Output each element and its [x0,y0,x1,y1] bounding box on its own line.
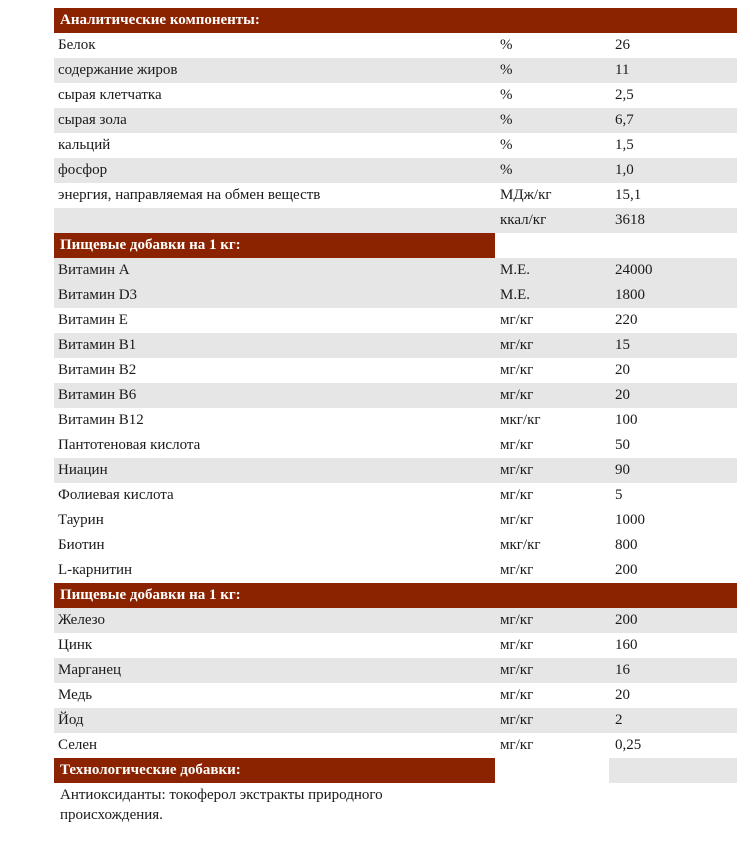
component-unit: % [500,112,513,128]
component-unit: мг/кг [500,562,534,578]
component-value: 200 [615,562,638,578]
component-name: фосфор [58,162,108,178]
table-row [54,183,737,208]
component-name: L-карнитин [58,562,133,578]
component-unit: мг/кг [500,312,534,328]
table-row [54,733,737,758]
table-row [54,558,737,583]
component-unit: мкг/кг [500,412,541,428]
component-value: 16 [615,662,630,678]
component-name: Медь [58,687,93,703]
component-value: 160 [615,637,638,653]
component-name: Витамин B6 [58,387,137,403]
table-row [54,658,737,683]
component-name: сырая зола [58,112,127,128]
section-header-additives [54,233,737,258]
component-unit: мг/кг [500,387,534,403]
component-value: 50 [615,437,630,453]
component-name: Витамин B2 [58,362,137,378]
table-row [54,383,737,408]
component-name: Витамин B12 [58,412,144,428]
component-unit: М.Е. [500,262,530,278]
component-unit: мг/кг [500,512,534,528]
component-value: 2,5 [615,87,634,103]
table-row [54,133,737,158]
component-value: 1,5 [615,137,634,153]
table-row [54,458,737,483]
component-value: 15,1 [615,187,642,203]
section-title: Пищевые добавки на 1 кг: [60,587,241,603]
component-name: Селен [58,737,98,753]
component-unit: мг/кг [500,462,534,478]
component-unit: мг/кг [500,362,534,378]
component-name: Фолиевая кислота [58,487,174,503]
section-header-minerals [54,583,737,608]
table-row [54,358,737,383]
component-name: Биотин [58,537,105,553]
table-row [54,708,737,733]
component-name: кальций [58,137,111,153]
component-value: 20 [615,687,630,703]
component-value: 26 [615,37,630,53]
component-unit: % [500,62,513,78]
component-value: 200 [615,612,638,628]
component-unit: мг/кг [500,712,534,728]
component-unit: мг/кг [500,737,534,753]
empty-shaded-cell [609,758,737,783]
table-row [54,83,737,108]
component-unit: мг/кг [500,662,534,678]
section-header-analytical [54,8,737,33]
section-title: Пищевые добавки на 1 кг: [60,237,241,253]
table-row [54,683,737,708]
component-unit: М.Е. [500,287,530,303]
section-title: Технологические добавки: [60,762,241,778]
component-unit: ккал/кг [500,212,547,228]
component-name: Витамин E [58,312,128,328]
component-value: 1000 [615,512,645,528]
component-name: Железо [58,612,105,628]
composition-table [54,8,737,843]
component-name: Ниацин [58,462,108,478]
component-name: содержание жиров [58,62,178,78]
table-row [54,108,737,133]
section-header-technological [54,758,737,783]
table-row [54,283,737,308]
table-row [54,58,737,83]
component-value: 1,0 [615,162,634,178]
table-row [54,508,737,533]
table-row [54,333,737,358]
table-row [54,633,737,658]
component-unit: МДж/кг [500,187,552,203]
component-value: 24000 [615,262,653,278]
component-value: 0,25 [615,737,642,753]
table-row [54,483,737,508]
component-unit: % [500,37,513,53]
component-unit: % [500,162,513,178]
table-row [54,158,737,183]
component-unit: мг/кг [500,612,534,628]
table-row [54,533,737,558]
component-name: сырая клетчатка [58,87,162,103]
component-name: Таурин [58,512,104,528]
component-name: Йод [58,712,84,728]
section-title: Аналитические компоненты: [60,12,260,28]
component-value: 90 [615,462,630,478]
component-name: Белок [58,37,96,53]
component-name: Марганец [58,662,122,678]
component-value: 1800 [615,287,645,303]
component-value: 11 [615,62,630,78]
component-name: Витамин D3 [58,287,138,303]
table-row [54,208,737,233]
component-value: 20 [615,387,630,403]
component-unit: % [500,137,513,153]
component-value: 2 [615,712,623,728]
component-unit: мг/кг [500,637,534,653]
component-value: 220 [615,312,638,328]
component-unit: мг/кг [500,337,534,353]
component-name: Цинк [58,637,93,653]
component-value: 5 [615,487,623,503]
table-row [54,258,737,283]
component-value: 100 [615,412,638,428]
component-value: 20 [615,362,630,378]
component-unit: мг/кг [500,437,534,453]
antioxidants-note: Антиоксиданты: токоферол экстракты природного происхождения. [60,787,383,823]
component-name: энергия, направляемая на обмен веществ [58,187,321,203]
component-value: 800 [615,537,638,553]
component-value: 3618 [615,212,645,228]
table-row [54,33,737,58]
component-name: Пантотеновая кислота [58,437,201,453]
table-row [54,408,737,433]
component-value: 6,7 [615,112,634,128]
note-row [54,783,737,843]
component-unit: мг/кг [500,687,534,703]
component-unit: мг/кг [500,487,534,503]
table-row [54,308,737,333]
component-unit: мкг/кг [500,537,541,553]
component-name: Витамин B1 [58,337,137,353]
component-name: Витамин A [58,262,130,278]
component-value: 15 [615,337,630,353]
table-row [54,433,737,458]
component-unit: % [500,87,513,103]
table-row [54,608,737,633]
